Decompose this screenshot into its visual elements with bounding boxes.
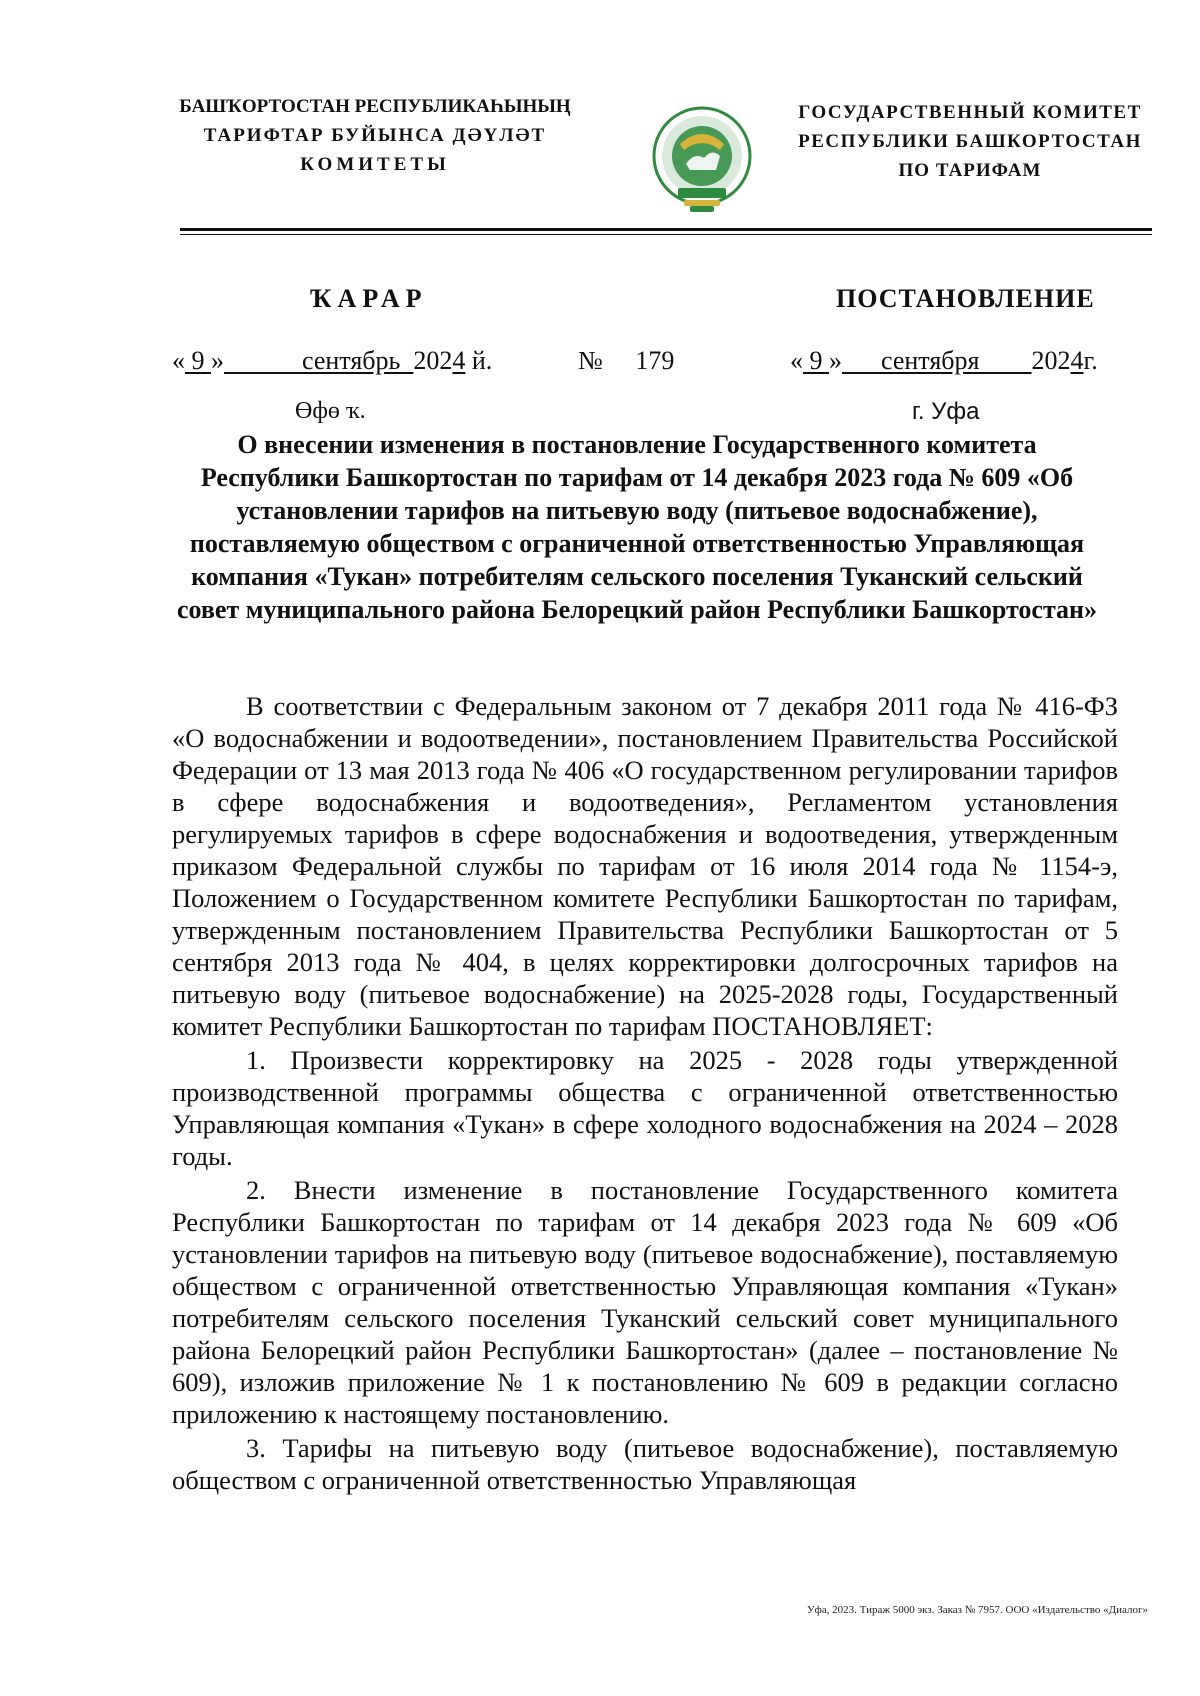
doc-type-bashkir: ҠАРАР	[310, 284, 428, 313]
doc-number-label: №	[578, 346, 603, 375]
date-bashkir	[172, 345, 492, 377]
date-month-value: сентябрь	[302, 346, 401, 375]
date-ru-year-suffix: г.	[1083, 346, 1098, 375]
header-bashkir-line-2: ТАРИФТАР БУЙЫНСА ДӘҮЛӘТ	[203, 125, 547, 146]
date-ru-month	[842, 346, 1031, 375]
date-ru-day	[803, 346, 829, 375]
header-bashkir-line-1: БАШҠОРТОСТАН РЕСПУБЛИКАҺЫНЫҢ	[179, 96, 571, 117]
date-russian	[790, 345, 1098, 377]
header-bashkir-line-3: КОМИТЕТЫ	[300, 154, 450, 175]
date-ru-year-digit: 4	[1070, 346, 1084, 375]
header-bashkir	[150, 92, 600, 179]
date-close-quote: »	[211, 346, 224, 375]
doc-type-russian: ПОСТАНОВЛЕНИЕ	[836, 284, 1095, 313]
paragraph-preamble: В соответствии с Федеральным законом от 7 декабря 2011 года № 416-ФЗ «О водоснабжении и водоотведении», постановлением Правительства Российской Федерации от 13 мая 2013 года № 406 «О государственном регулировании тарифов в сфере водоснабжения и водоотведения», Регламентом установления регулируемых тарифов в сфере водоснабжения и водоотведения, утвержденным приказом Федеральной службы по тарифам от 16 июля 2014 года № 1154-э, Положением о Государственном комитете Республики Башкортостан по тарифам, утвержденным постановлением Правительства Республики Башкортостан от 5 сентября 2013 года № 404, в целях корректировки долгосрочных тарифов на питьевую воду (питьевое водоснабжение) на 2025-2028 годы, Государственный комитет Республики Башкортостан по тарифам ПОСТАНОВЛЯЕТ:	[172, 691, 1118, 1041]
doc-number-value: 179	[635, 346, 675, 375]
paragraph-item-3: 3. Тарифы на питьевую воду (питьевое водоснабжение), поставляемую обществом с ограниченной ответственностью Управляющая	[172, 1433, 1118, 1495]
date-year-digit: 4	[452, 346, 466, 375]
header-russian-line-1: ГОСУДАРСТВЕННЫЙ КОМИТЕТ	[798, 102, 1142, 123]
paragraph-item-1: 1. Произвести корректировку на 2025 - 2028 годы утвержденной производственной программы общества с ограниченной ответственностью Управляющая компания «Тукан» в сфере холодного водоснабжения на 2024 – 2028 годы.	[172, 1045, 1118, 1171]
date-ru-month-value: сентября	[881, 346, 980, 375]
bashkortostan-coat-of-arms-icon	[650, 104, 754, 216]
header-russian	[780, 98, 1160, 185]
city-bashkir: Өфө ҡ.	[295, 398, 366, 424]
date-ru-year-prefix: 202	[1031, 346, 1071, 375]
date-ru-close-quote: »	[829, 346, 842, 375]
header-russian-line-2: РЕСПУБЛИКИ БАШКОРТОСТАН	[798, 131, 1142, 152]
document-title: О внесении изменения в постановление Государственного комитета Республики Башкортостан по тарифам от 14 декабря 2023 года № 609 «Об установлении тарифов на питьевую воду (питьевое водоснабжение), поставляемую обществом с ограниченной ответственностью Управляющая компания «Тукан» потребителям сельского поселения Туканский сельский совет муниципального района Белорецкий район Республики Башкортостан»	[176, 430, 1098, 624]
date-month	[224, 346, 413, 375]
date-day-value: 9	[191, 346, 205, 375]
city-russian: г. Уфа	[912, 398, 980, 425]
date-day	[185, 346, 211, 375]
document-body	[172, 690, 1118, 1496]
header-divider-thin	[180, 234, 1152, 235]
header-russian-line-3: ПО ТАРИФАМ	[898, 160, 1042, 181]
doc-number	[578, 345, 674, 377]
date-ru-open-quote: «	[790, 346, 803, 375]
date-ru-day-value: 9	[809, 346, 823, 375]
header-divider-thick	[180, 228, 1152, 231]
paragraph-item-2: 2. Внести изменение в постановление Государственного комитета Республики Башкортостан по тарифам от 14 декабря 2023 года № 609 «Об установлении тарифов на питьевую воду (питьевое водоснабжение), поставляемую обществом с ограниченной ответственностью Управляющая компания «Тукан» потребителям сельского поселения Туканский сельский совет муниципального района Белорецкий район Республики Башкортостан» (далее – постановление № 609), изложив приложение № 1 к постановлению № 609 в редакции согласно приложению к настоящему постановлению.	[172, 1175, 1118, 1429]
date-year-prefix: 202	[413, 346, 453, 375]
printing-footer: Уфа, 2023. Тираж 5000 экз. Заказ № 7957. ООО «Издательство «Диалог»	[806, 1604, 1148, 1616]
date-open-quote: «	[172, 346, 185, 375]
date-year-suffix: й.	[471, 346, 493, 375]
